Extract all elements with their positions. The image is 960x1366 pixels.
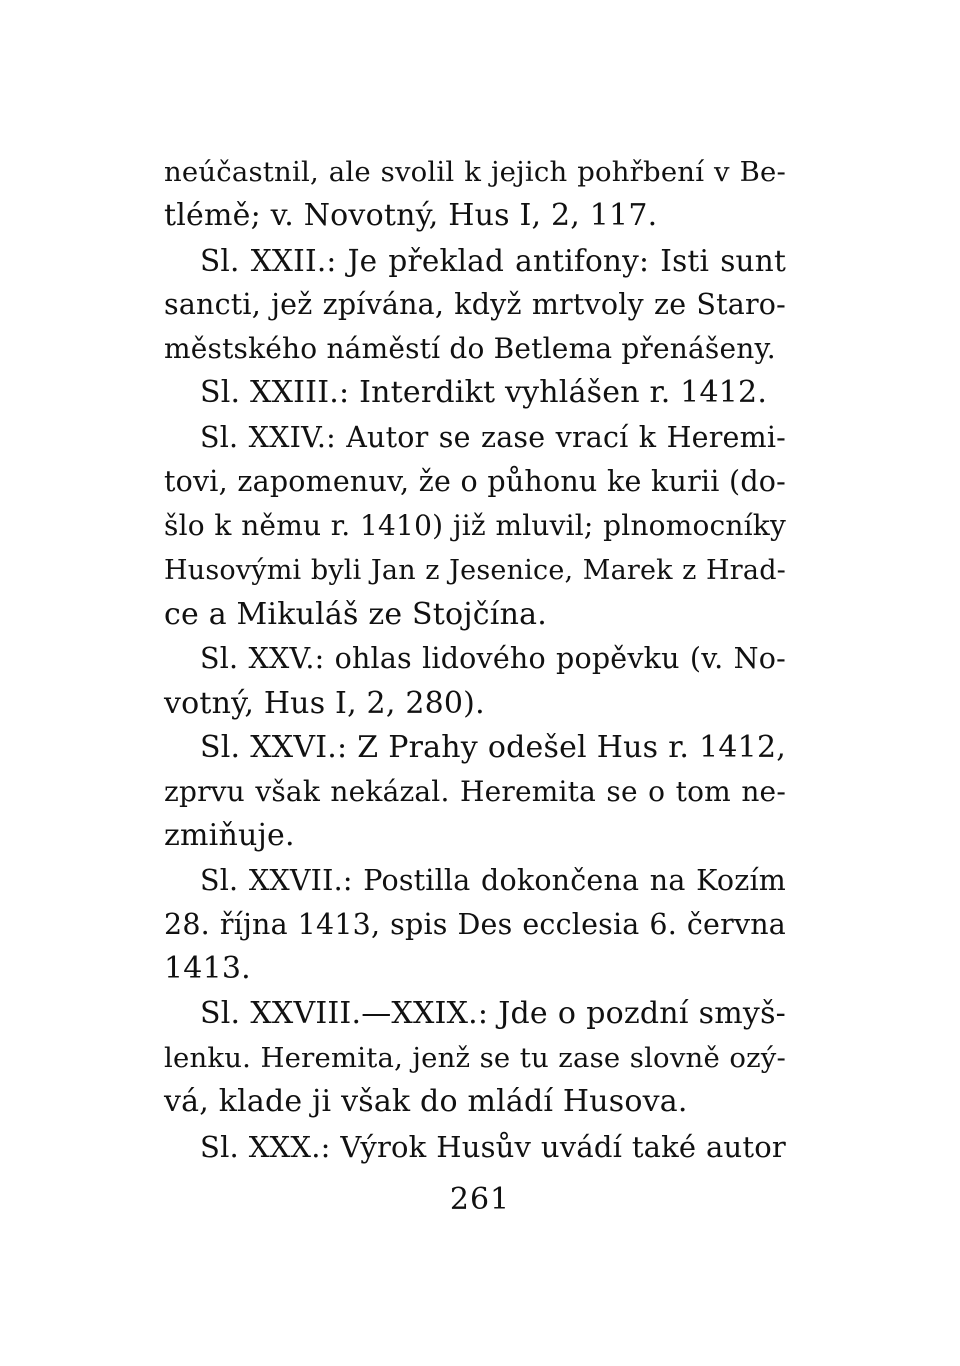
text-line: zmiňuje. [164, 818, 295, 854]
text-line: 1413. [164, 951, 251, 987]
text-line: vá, klade ji však do mládí Husova. [164, 1084, 688, 1120]
text-line: votný, Hus I, 2, 280). [164, 685, 485, 721]
text-line: 28. října 1413, spis Des ecclesia 6. června [164, 908, 786, 942]
text-line: Sl. XXII.: Je překlad antifony: Isti sunt [200, 243, 786, 278]
text-line: Sl. XXVIII.—XXIX.: Jde o pozdní smyš- [200, 995, 786, 1031]
text-line: městského náměstí do Betlema přenášeny. [164, 332, 776, 366]
text-line: Sl. XXV.: ohlas lidového popěvku (v. No- [200, 642, 786, 676]
text-line: tovi, zapomenuv, že o půhonu ke kurii (do- [164, 465, 786, 499]
text-line: neúčastnil, ale svolil k jejich pohřbení v Be- [164, 156, 786, 188]
text-line: Sl. XXIV.: Autor se zase vrací k Heremi- [200, 420, 786, 454]
text-line: Sl. XXIII.: Interdikt vyhlášen r. 1412. [200, 375, 768, 411]
text-line: ce a Mikuláš ze Stojčína. [164, 596, 547, 632]
text-line: sancti, jež zpívána, když mrtvoly ze Staro- [164, 287, 786, 321]
text-line: lenku. Heremita, jenž se tu zase slovně ozý- [164, 1041, 786, 1074]
body-text [164, 150, 786, 1169]
text-line: tlémě; v. Novotný, Hus I, 2, 117. [164, 198, 658, 234]
text-line: Sl. XXVII.: Postilla dokončena na Kozím [200, 863, 786, 897]
text-line: šlo k němu r. 1410) již mluvil; plnomocníky [164, 509, 786, 543]
text-line: Sl. XXX.: Výrok Husův uvádí také autor [200, 1129, 786, 1164]
text-line: Husovými byli Jan z Jesenice, Marek z Hrad- [164, 554, 786, 586]
text-line: Sl. XXVI.: Z Prahy odešel Hus r. 1412, [200, 729, 786, 765]
page-number: 261 [449, 1182, 511, 1217]
text-line: zprvu však nekázal. Heremita se o tom ne- [164, 775, 786, 809]
